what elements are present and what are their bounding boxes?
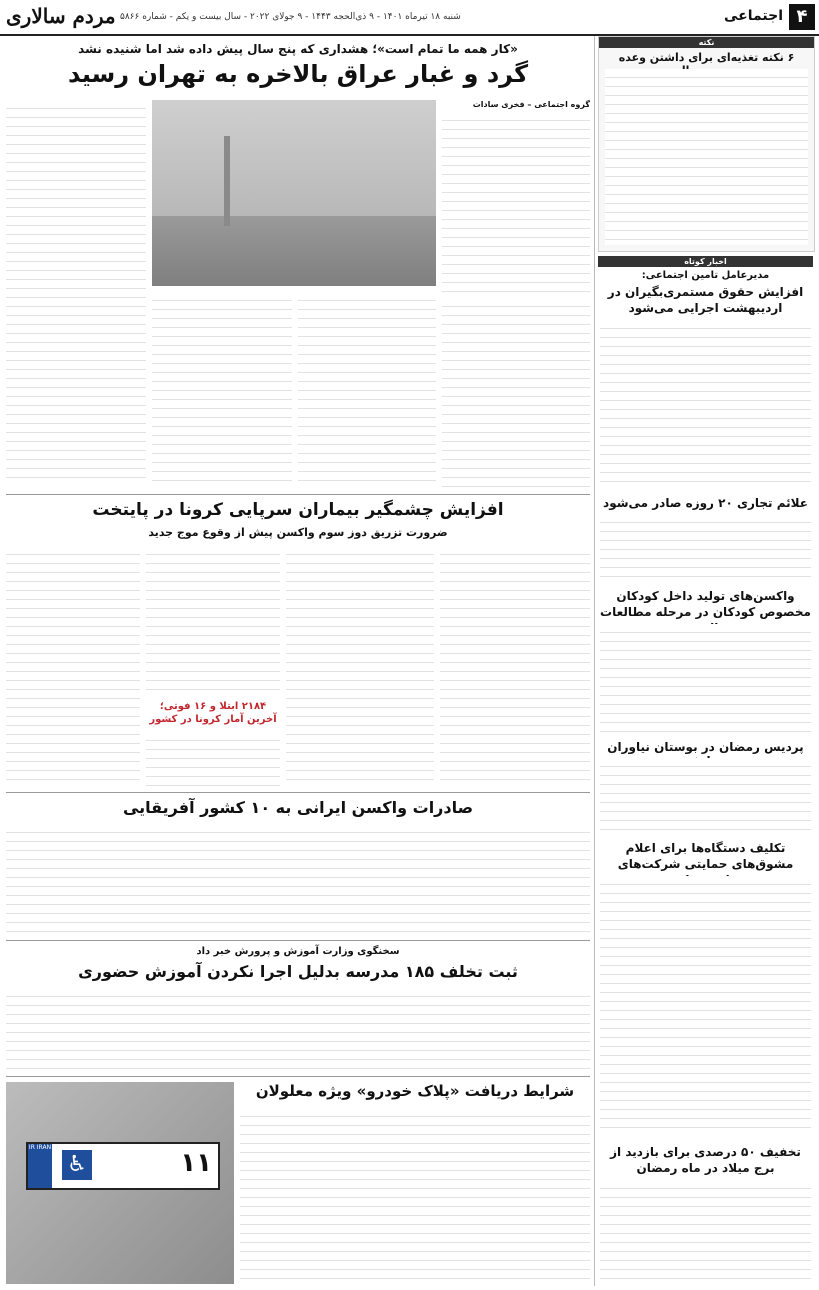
item4-title: پردیس رمضان در بوستان نیاوران [607,740,804,754]
section-rule [6,494,590,495]
page-header [0,0,819,36]
dusty-tehran-photo [152,100,436,286]
section-title: اجتماعی [724,8,783,24]
vaccine-headline: صادرات واکسن ایرانی به ۱۰ کشور آفریقایی [122,798,474,817]
plate-headline: شرایط دریافت «پلاک خودرو» ویژه معلولان [255,1082,575,1100]
lead-headline: گرد و غبار عراق بالاخره به تهران رسید [67,60,529,88]
corona-col1 [6,546,140,786]
section-rule [6,1076,590,1077]
lead-body-col2 [442,298,590,488]
city-skyline-shape [152,216,436,286]
item3-title: واکسن‌های تولید داخل کودکان مخصوص کودکان در مرحله مطالعات [600,589,811,619]
item2-body [600,514,811,582]
wheelchair-icon: ♿ [62,1150,92,1180]
item1-kicker: مدیرعامل تامین اجتماعی: [641,270,770,281]
item1-body [600,320,811,490]
lead-body-col3 [298,292,436,488]
section-rule [6,792,590,793]
lead-byline: گروه اجتماعی – فخری سادات [472,100,590,109]
box-body-text [605,69,808,245]
item3-body [600,624,811,734]
section-rule [6,940,590,941]
license-plate-photo [6,1082,234,1284]
corona-col2 [146,546,280,696]
lead-body-col4 [152,292,292,488]
box-label: نکته [599,37,814,48]
license-plate [26,1142,220,1190]
corona-col2b [146,732,280,786]
column-divider [594,36,595,1286]
schools-kicker: سخنگوی وزارت آموزش و پرورش خبر داد [196,946,400,957]
corona-col3 [286,546,434,786]
item2-title: علائم تجاری ۲۰ روزه صادر می‌شود [603,496,808,510]
plate-number: ۱۱ [180,1148,212,1178]
item5-body [600,876,811,1136]
item6-title: تخفیف ۵۰ درصدی برای بازدید از برج میلاد در ماه رمضان [610,1145,801,1175]
item6-body [600,1180,811,1280]
item1-title: افزایش حقوق مستمری‌بگیران در اردیبهشت اجرایی می‌شود [607,285,804,315]
item5-title: تکلیف دستگاه‌ها برای اعلام مشوق‌های حمایتی شرکت‌های [617,841,794,871]
plate-body [240,1108,590,1284]
vaccine-body [6,824,590,934]
lead-body-col1 [442,112,590,294]
lead-body-col-left [6,100,146,478]
plate-country-strip: IR IRAN [28,1144,52,1188]
milad-tower-shape [224,136,230,226]
page-number: ۴ [789,4,815,30]
corona-headline: افزایش چشمگیر بیماران سرپایی کرونا در پایتخت [92,500,504,520]
dateline: شنبه ۱۸ تیرماه ۱۴۰۱ - ۹ ذی‌الحجه ۱۴۴۳ - ۹ جولای ۲۰۲۲ - سال بیست و یکم - شماره ۵۸۶۶ [120,12,461,22]
schools-headline: ثبت تخلف ۱۸۵ مدرسه بدلیل اجرا نکردن آموزش حضوری [78,962,518,981]
nutrition-box [598,36,815,252]
lead-kicker: «کار همه ما تمام است»؛ هشداری که پنج سال پیش داده شد اما شنیده نشد [78,42,518,56]
corona-col4 [440,546,590,786]
item4-body [600,758,811,834]
box-title: ۶ نکته تغذیه‌ای برای داشتن وعده [618,51,795,64]
corona-pullquote: ۲۱۸۴ ابتلا و ۱۶ فوتی؛ آخرین آمار کرونا در کشور [149,701,277,725]
short-news-label: اخبار کوتاه [598,256,813,267]
newspaper-logo: مردم سالاری [6,4,116,28]
schools-body [6,988,590,1070]
corona-subhead: ضرورت تزریق دوز سوم واکسن پیش از وقوع موج جدید [148,526,448,539]
